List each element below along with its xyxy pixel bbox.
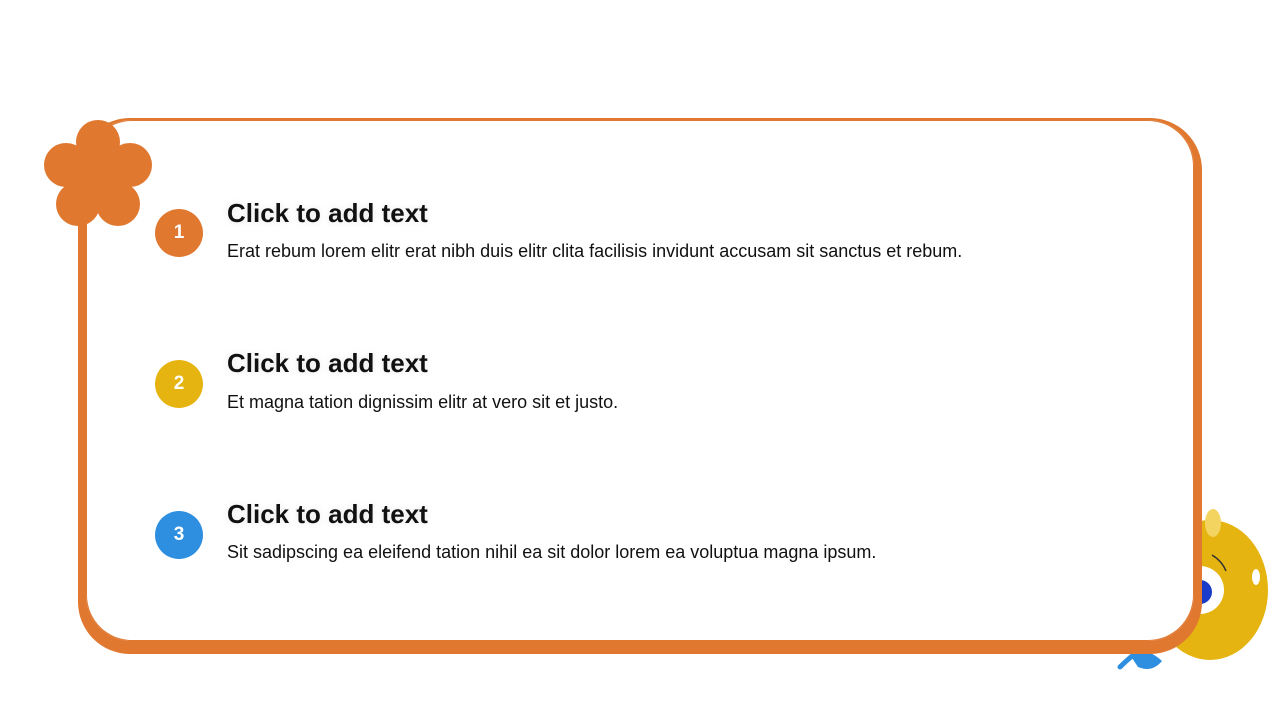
item-title[interactable]: Click to add text: [227, 198, 428, 228]
item-description[interactable]: Erat rebum lorem elitr erat nibh duis elitr clita facilisis invidunt accusam sit sanctus et rebum.: [227, 241, 963, 261]
list-item: [155, 198, 1155, 278]
list-item: [155, 348, 1155, 428]
item-description[interactable]: Et magna tation dignissim elitr at vero sit et justo.: [227, 392, 619, 412]
item-description[interactable]: Sit sadipscing ea eleifend tation nihil ea sit dolor lorem ea voluptua magna ipsum.: [227, 542, 877, 562]
item-title[interactable]: Click to add text: [227, 499, 428, 529]
flower-icon: [42, 118, 156, 232]
list-item: [155, 499, 1155, 579]
number-badge: 1: [155, 209, 203, 257]
number-badge: 2: [155, 360, 203, 408]
number-badge: 3: [155, 511, 203, 559]
item-title[interactable]: Click to add text: [227, 348, 428, 378]
